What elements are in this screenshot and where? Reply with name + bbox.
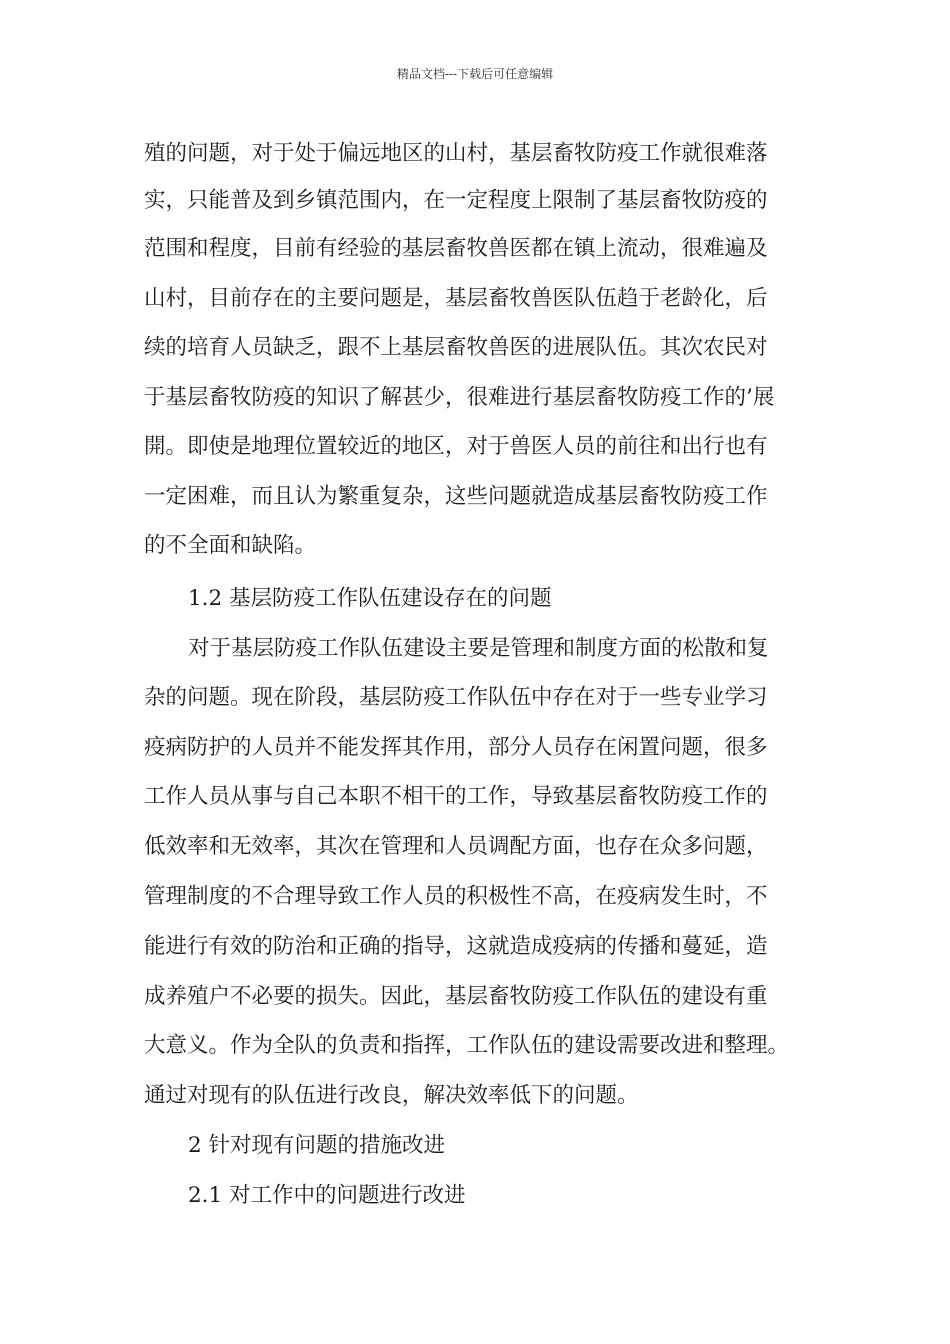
paragraph-line: 的不全面和缺陷。: [144, 533, 317, 558]
paragraph-line: 疫病防护的人员并不能发挥其作用，部分人员存在闲置问题，很多: [144, 735, 768, 760]
paragraph-line: 山村，目前存在的主要问题是，基层畜牧兽医队伍趋于老龄化，后: [144, 286, 768, 311]
section-heading: 2 针对现有问题的措施改进: [188, 1133, 446, 1158]
page-header: 精品文档---下载后可任意编辑: [396, 67, 554, 81]
paragraph-line: 工作人员从事与自己本职不相干的工作，导致基层畜牧防疫工作的: [144, 784, 768, 809]
paragraph-line: 開。即使是地理位置较近的地区，对于兽医人员的前往和出行也有: [144, 434, 768, 459]
paragraph-line: 实，只能普及到乡镇范围内，在一定程度上限制了基层畜牧防疫的: [144, 188, 768, 213]
paragraph-line: 低效率和无效率，其次在管理和人员调配方面，也存在众多问题，: [144, 834, 768, 859]
paragraph-line: 杂的问题。现在阶段，基层防疫工作队伍中存在对于一些专业学习: [144, 685, 768, 710]
paragraph-line: 殖的问题，对于处于偏远地区的山村，基层畜牧防疫工作就很难落: [144, 141, 768, 166]
paragraph-line: 大意义。作为全队的负责和指挥，工作队伍的建设需要改进和整理。: [144, 1033, 790, 1058]
paragraph-line: 于基层畜牧防疫的知识了解甚少，很难进行基层畜牧防疫工作的’展: [144, 385, 775, 410]
section-heading: 1.2 基层防疫工作队伍建设存在的问题: [188, 586, 552, 611]
paragraph-line: 通过对现有的队伍进行改良，解决效率低下的问题。: [144, 1083, 639, 1108]
paragraph-line: 能进行有效的防治和正确的指导，这就造成疫病的传播和蔓延，造: [144, 934, 768, 959]
paragraph-line: 对于基层防疫工作队伍建设主要是管理和制度方面的松散和复: [188, 636, 769, 661]
subsection-heading: 2.1 对工作中的问题进行改进: [188, 1183, 466, 1208]
paragraph-line: 管理制度的不合理导致工作人员的积极性不高，在疫病发生时，不: [144, 884, 768, 909]
paragraph-line: 范围和程度，目前有经验的基层畜牧兽医都在镇上流动，很难遍及: [144, 236, 768, 261]
paragraph-line: 成养殖户不必要的损失。因此，基层畜牧防疫工作队伍的建设有重: [144, 984, 768, 1009]
paragraph-line: 一定困难，而且认为繁重复杂，这些问题就造成基层畜牧防疫工作: [144, 484, 768, 509]
paragraph-line: 续的培育人员缺乏，跟不上基层畜牧兽医的进展队伍。其次农民对: [144, 335, 768, 360]
